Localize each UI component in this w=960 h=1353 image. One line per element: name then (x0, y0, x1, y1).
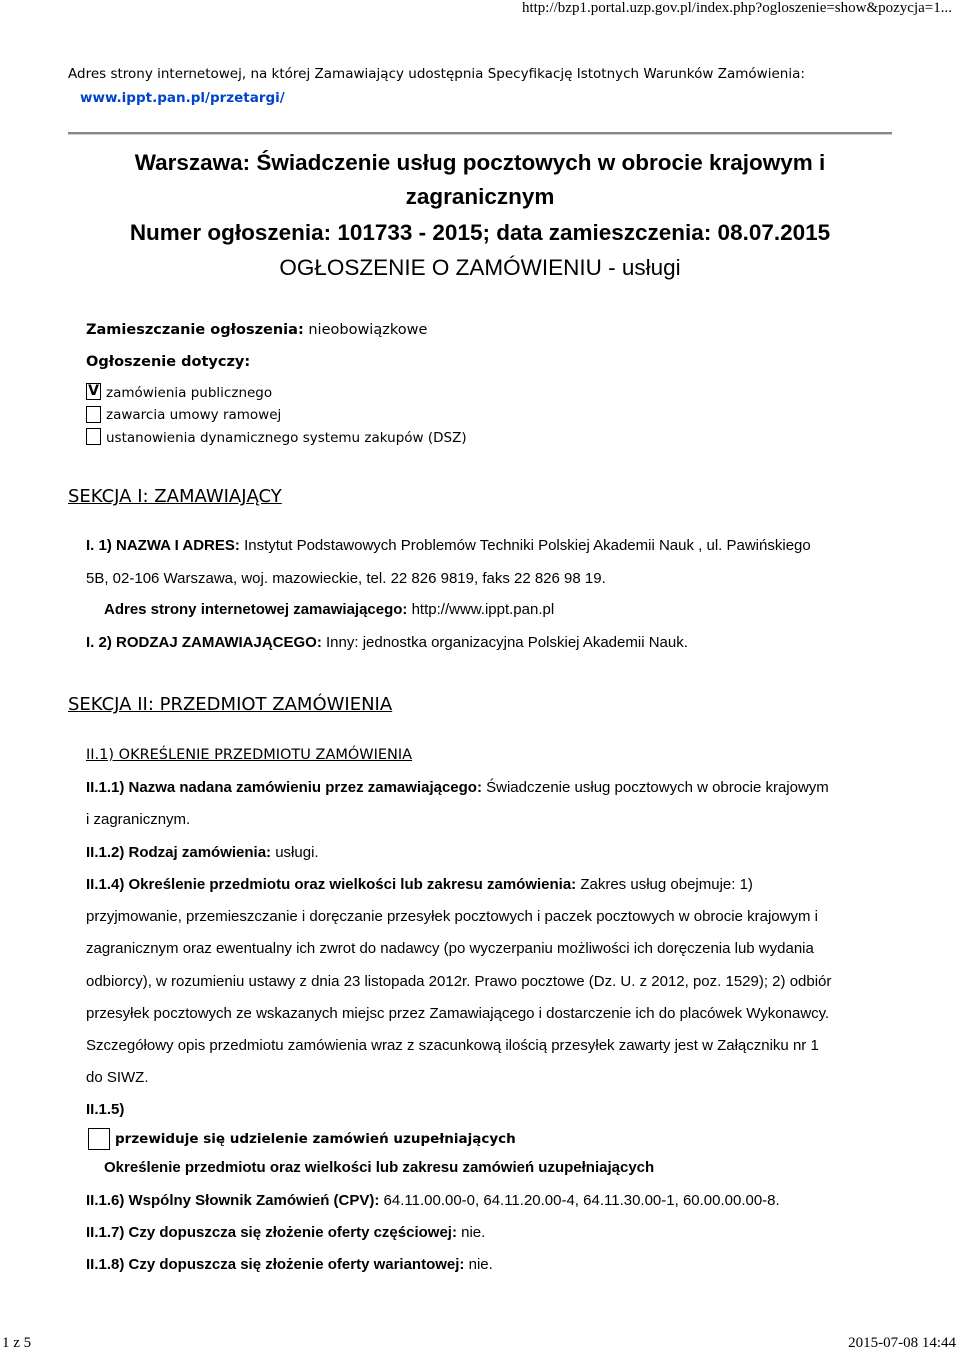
contracting-type-row (86, 634, 688, 651)
checkbox-public-order[interactable]: V (86, 383, 101, 400)
cpv-label: II.1.6) Wspólny Słownik Zamówień (CPV): (86, 1192, 380, 1209)
website-label: Adres strony internetowej zamawiającego: (104, 601, 408, 618)
scope-line: do SIWZ. (86, 1069, 149, 1086)
notice-title-line1: Warszawa: Świadczenie usług pocztowych w obrocie krajowym i (134, 150, 826, 175)
supplementary-label: II.1.5) (86, 1101, 125, 1118)
page-url: http://bzp1.portal.uzp.gov.pl/index.php?ogloszenie=show&pozycja=1... (521, 0, 952, 16)
placement-label: Zamieszczanie ogłoszenia: (86, 322, 304, 338)
variant-offer-value: nie. (468, 1256, 493, 1273)
cpv-value: 64.11.00.00-0, 64.11.20.00-4, 64.11.30.00-1, 60.00.00.00-8. (383, 1192, 780, 1209)
notice-number: Numer ogłoszenia: 101733 - 2015; data zamieszczenia: 08.07.2015 (129, 220, 831, 245)
option-framework-agreement-label: zawarcia umowy ramowej (106, 407, 282, 423)
subsection-heading: II.1) OKREŚLENIE PRZEDMIOTU ZAMÓWIENIA (86, 747, 413, 763)
notice-title-line2: zagranicznym (405, 184, 555, 209)
page-number: 1 z 5 (2, 1335, 32, 1351)
section2-heading: SEKCJA II: PRZEDMIOT ZAMÓWIENIA (68, 694, 393, 715)
order-type-row (86, 844, 319, 861)
variant-offer-label: II.1.8) Czy dopuszcza się złożenie oferty wariantowej: (86, 1256, 465, 1273)
option-dsz-label: ustanowienia dynamicznego systemu zakupów (DSZ) (106, 430, 467, 446)
scope-line: Szczegółowy opis przedmiotu zamówienia wraz z szacunkową ilością przesyłek zawarty jest w Załączniku nr 1 (86, 1037, 819, 1054)
spec-link[interactable]: www.ippt.pan.pl/przetargi/ (80, 90, 285, 106)
address-value-2: 5B, 02-106 Warszawa, woj. mazowieckie, tel. 22 826 9819, faks 22 826 98 19. (86, 570, 606, 587)
scope-line: przyjmowanie, przemieszczanie i doręczanie przesyłek pocztowych i paczek pocztowych w obrocie krajowym i (86, 908, 818, 925)
checkbox-supplementary[interactable] (88, 1128, 110, 1150)
partial-offer-value: nie. (461, 1224, 486, 1241)
supplementary-check-label: przewiduje się udzielenie zamówień uzupełniających (115, 1131, 516, 1147)
supplementary-description: Określenie przedmiotu oraz wielkości lub zakresu zamówień uzupełniających (104, 1159, 655, 1176)
notice-kind: OGŁOSZENIE O ZAMÓWIENIU - usługi (279, 255, 681, 280)
print-datetime: 2015-07-08 14:44 (848, 1335, 956, 1351)
address-line1 (86, 537, 811, 554)
order-name-value-2: i zagranicznym. (86, 811, 191, 828)
placement-value: nieobowiązkowe (308, 322, 428, 338)
address-label: I. 1) NAZWA I ADRES: (86, 537, 240, 554)
scope-line: przesyłek pocztowych ze wskazanych miejsc przez Zamawiającego i dostarczenie ich do placówek Wykonawcy. (86, 1005, 830, 1022)
partial-offer-label: II.1.7) Czy dopuszcza się złożenie oferty częściowej: (86, 1224, 457, 1241)
option-public-order-label: zamówienia publicznego (106, 385, 273, 401)
contracting-type-label: I. 2) RODZAJ ZAMAWIAJĄCEGO: (86, 634, 322, 651)
scope-row (86, 876, 753, 893)
cpv-row (86, 1192, 780, 1209)
divider (68, 132, 892, 135)
scope-line: odbiorcy), w rozumieniu ustawy z dnia 23 listopada 2012r. Prawo pocztowe (Dz. U. z 2012, poz. 1529); 2) odbiór (86, 973, 832, 990)
scope-label: II.1.4) Określenie przedmiotu oraz wielkości lub zakresu zamówienia: (86, 876, 577, 893)
order-name-row (86, 779, 829, 796)
scope-line: Zakres usług obejmuje: 1) (580, 876, 753, 893)
variant-offer-row (86, 1256, 493, 1273)
address-value-1: Instytut Podstawowych Problemów Techniki Polskiej Akademii Nauk , ul. Pawińskiego (244, 537, 811, 554)
contracting-type-value: Inny: jednostka organizacyjna Polskiej Akademii Nauk. (326, 634, 688, 651)
placement-row (86, 322, 427, 338)
website-row (104, 601, 554, 618)
spec-intro-text: Adres strony internetowej, na której Zamawiający udostępnia Specyfikację Istotnych Warunków Zamówienia: (68, 66, 805, 82)
website-value: http://www.ippt.pan.pl (411, 601, 555, 618)
order-type-label: II.1.2) Rodzaj zamówienia: (86, 844, 272, 861)
checkbox-dsz[interactable] (86, 428, 101, 445)
order-type-value: usługi. (275, 844, 319, 861)
order-name-value-1: Świadczenie usług pocztowych w obrocie krajowym (486, 779, 829, 796)
section1-heading: SEKCJA I: ZAMAWIAJĄCY (68, 486, 282, 507)
scope-line: zagranicznym oraz ewentualny ich zwrot do nadawcy (po wyczerpaniu możliwości ich doręczenia lub wydania (86, 940, 814, 957)
concerns-label: Ogłoszenie dotyczy: (86, 354, 251, 370)
partial-offer-row (86, 1224, 485, 1241)
checkbox-framework-agreement[interactable] (86, 406, 101, 423)
order-name-label: II.1.1) Nazwa nadana zamówieniu przez zamawiającego: (86, 779, 482, 796)
